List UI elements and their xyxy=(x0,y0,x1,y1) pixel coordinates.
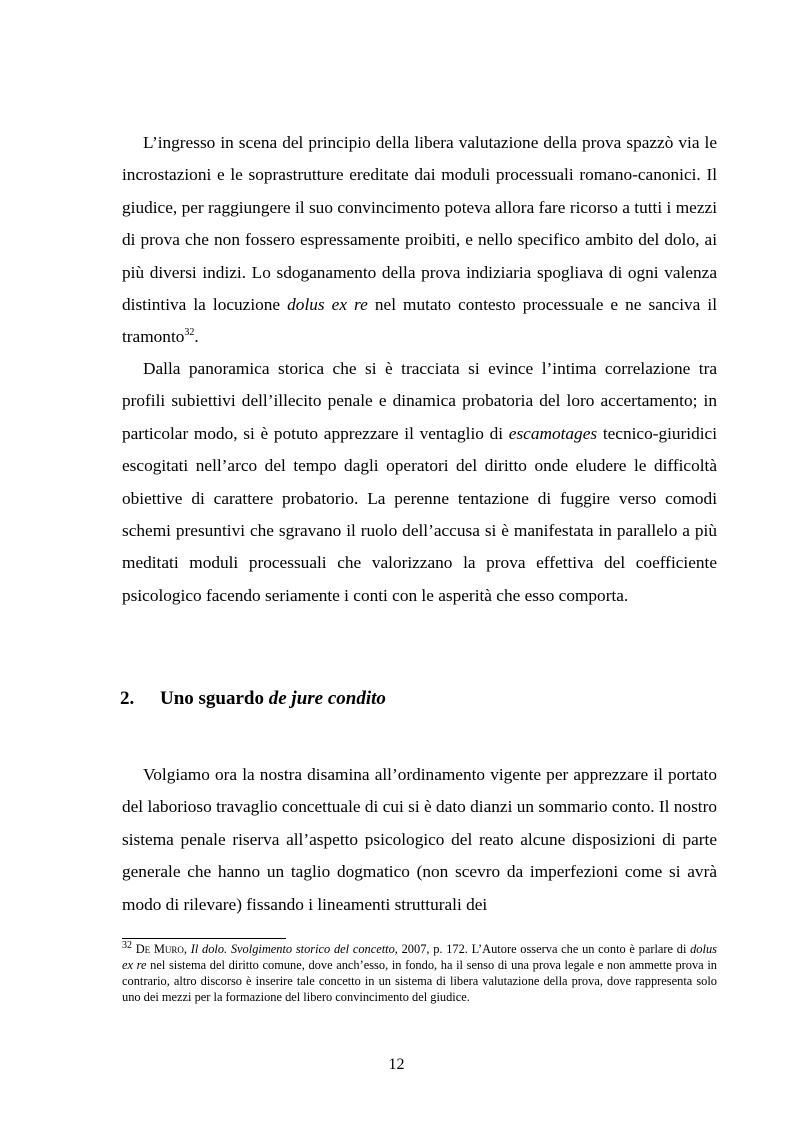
footnote-separator xyxy=(122,938,286,939)
section-title-italic: de jure condito xyxy=(268,688,386,709)
paragraph-1-italic-term: dolus ex re xyxy=(287,295,368,315)
footnote-title: Il dolo. Svolgimento storico del concetto, xyxy=(190,942,398,956)
footnote-reference-32[interactable]: 32 xyxy=(184,327,195,339)
paragraph-1-text-c: . xyxy=(194,327,199,347)
page-number: 12 xyxy=(388,1056,405,1073)
paragraph-2-text-a: Dalla panoramica storica che si è tracciata si evince l’intima correlazione tra profili subiettivi dell’illecito penale e dinamica probatoria del loro accertamento; in particolar modo, si è potuto apprezzare il ventaglio di xyxy=(122,359,717,443)
footnote-text-a: 2007, p. 172. L’Autore osserva che un conto è parlare di xyxy=(401,942,687,956)
paragraph-3: Volgiamo ora la nostra disamina all’ordinamento vigente per apprezzare il portato del laborioso travaglio concettuale di cui si è dato dianzi un sommario conto. Il nostro sistema penale riserva all’aspetto psicologico del reato alcune disposizioni di parte generale che hanno un taglio dogmatico (non scevro da imperfezioni come si avrà modo di rilevare) fissando i lineamenti strutturali dei xyxy=(122,765,717,914)
footnote-32: $^{32}$ De Muro, Il dolo. Svolgimento storico del concetto, 2007, p. 172. L’Autore osserva che un conto è parlare di dolus ex re nel sistema del diritto comune, dove anch’esso, in fondo, ha il senso di una prova legale e non ammette prova in contrario, altro discorso è inserire tale concetto in un sistema di libera valutazione della prova, dove rappresenta solo uno dei mezzi per la formazione del libero convincimento del giudice. xyxy=(122,939,717,1004)
footnote-author: De Muro xyxy=(135,942,184,956)
section-heading xyxy=(120,688,386,710)
paragraph-2-text-b: tecnico-giuridici escogitati nell’arco del tempo dagli operatori del diritto onde eludere le difficoltà obiettive di carattere probatorio. La perenne tentazione di fuggire verso comodi schemi presuntivi che sgravano il ruolo dell’accusa si è manifestata in parallelo a più meditati moduli processuali che valorizzano la prova effettiva del coefficiente psicologico facendo seriamente i conti con le asperità che esso comporta. xyxy=(122,423,718,605)
section-title: Uno sguardo xyxy=(160,688,264,709)
footnote-number: 32 xyxy=(122,939,132,951)
paragraph-2 xyxy=(122,353,717,612)
paragraph-1-text-a: L’ingresso in scena del principio della libera valutazione della prova spazzò via le incrostazioni e le soprastrutture ereditate dai moduli processuali romano-canonici. Il giudice, per raggiungere il suo convincimento poteva allora fare ricorso a tutti i mezzi di prova che non fossero espressamente proibiti, e nello specifico ambito del dolo, ai più diversi indizi. Lo sdoganamento della prova indiziaria spogliava di ogni valenza distintiva la locuzione xyxy=(122,133,717,315)
paragraph-1 xyxy=(122,127,717,354)
paragraph-2-italic-term: escamotages xyxy=(508,423,598,443)
paragraph-1-text-b: nel mutato contesto processuale e ne sanciva il tramonto xyxy=(122,295,717,347)
footnote-text-b: nel sistema del diritto comune, dove anch’esso, in fondo, ha il senso di una prova legale e non ammette prova in contrario, altro discorso è inserire tale concetto in un sistema di libera valutazione della prova, dove rappresenta solo uno dei mezzi per la formazione del libero convincimento del giudice. xyxy=(122,958,717,1004)
footnote-italic-term: dolus ex re xyxy=(122,942,717,972)
section-number: 2. xyxy=(120,688,135,709)
